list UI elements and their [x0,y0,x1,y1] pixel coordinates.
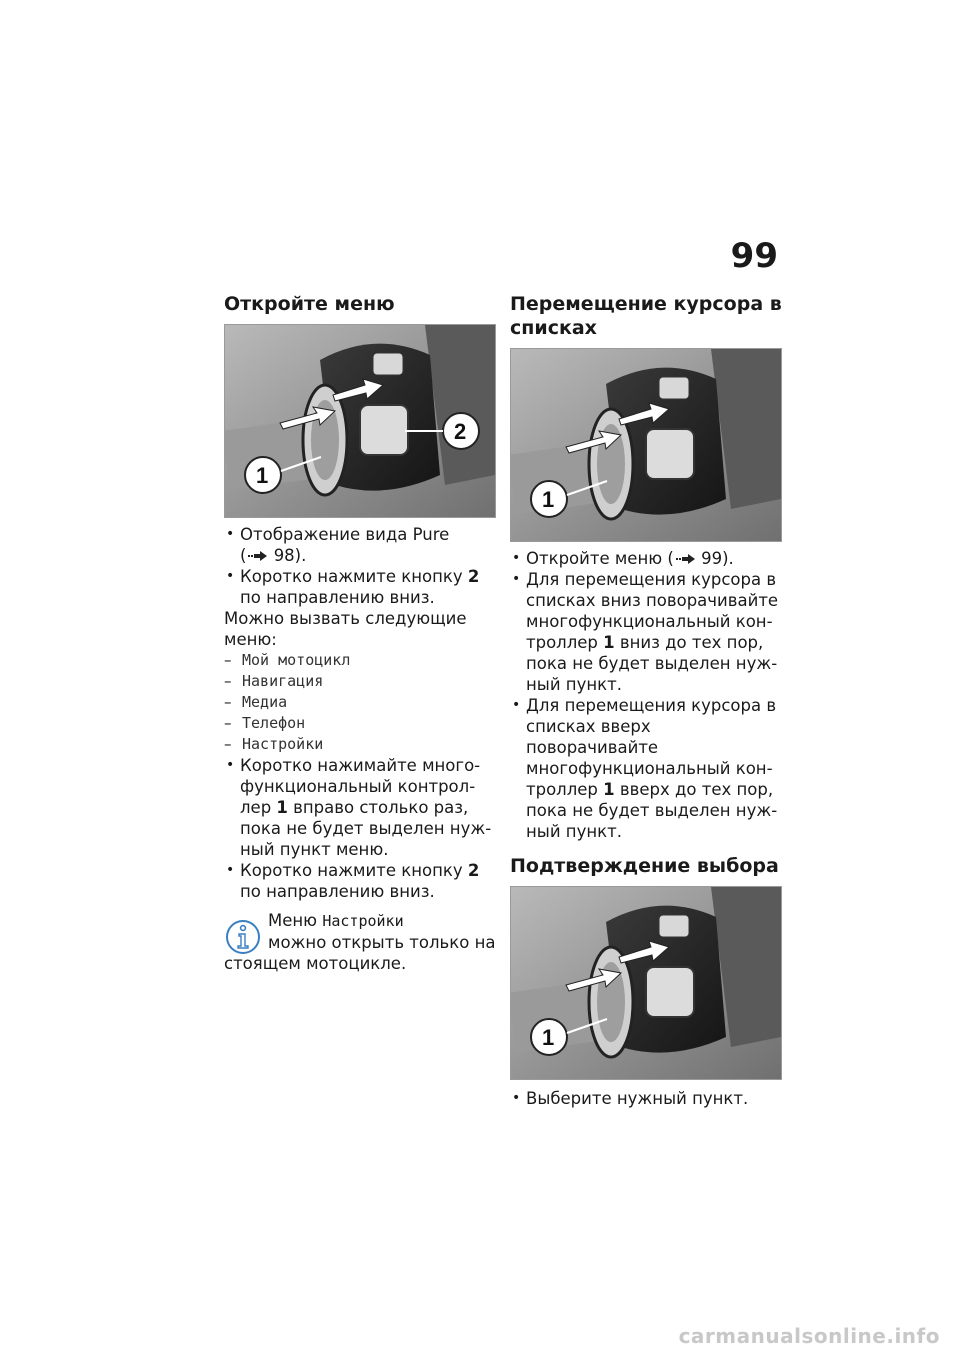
info-note-tail: стоящем мотоцикле. [224,954,407,973]
bullet-open-menu: • Откройте меню ( 99). [510,548,782,569]
bullet-press-controller-right: • Коротко нажимайте многофункциональный контроллер 1 вправо столько раз, пока не будет выделен нужный пункт меню. [224,755,496,860]
figure-label-1: 1 [256,463,269,488]
bullet-press-button-2: • Коротко нажмите кнопку 2 по направлению вниз. [224,566,496,608]
page-ref-arrow-icon [674,553,696,565]
figure-label-2: 2 [454,419,467,444]
menu-list [224,650,496,755]
menu-item-settings: – Настройки [224,734,496,755]
info-note-text: Меню Настройки можно открыть только на [268,911,496,952]
figure-handlebar-controls-1 [224,324,496,518]
menu-item-phone: – Телефон [224,713,496,734]
info-note [224,910,496,974]
bullet-pure-view: • Отображение вида Pure ( 98). [224,524,496,566]
right-column [510,292,782,1109]
page-number: 99 [730,236,778,276]
info-icon [224,918,262,956]
menu-intro-text: Можно вызвать следующие меню: [224,609,467,649]
heading-cursor-lists: Перемещение курсора в списках [510,293,782,339]
heading-open-menu: Откройте меню [224,293,395,315]
heading-confirm-selection: Подтверждение выбора [510,855,779,877]
bullet-press-button-2-again: • Коротко нажмите кнопку 2 по направлению вниз. [224,860,496,902]
figure-handlebar-controls-2 [510,348,782,542]
figure-label-1: 1 [542,487,555,512]
left-column [224,292,496,974]
bullet-scroll-down: • Для перемещения курсора в списках вниз поворачивайте многофункциональный контроллер 1 вниз до тех пор, пока не будет выделен нужный пункт. [510,569,782,695]
menu-item-my-motorcycle: – Мой мотоцикл [224,650,496,671]
bullet-scroll-up: • Для перемещения курсора в списках вверх поворачивайте многофункциональный контроллер 1 вверх до тех пор, пока не будет выделен нужный пункт. [510,695,782,842]
figure-label-1: 1 [542,1025,555,1050]
bullet-select-item: • Выберите нужный пункт. [510,1088,782,1109]
menu-item-navigation: – Навигация [224,671,496,692]
figure-handlebar-controls-3 [510,886,782,1080]
footer-watermark: carmanualsonline.info [678,1324,940,1348]
page-ref-arrow-icon [246,550,268,562]
menu-item-media: – Медиа [224,692,496,713]
